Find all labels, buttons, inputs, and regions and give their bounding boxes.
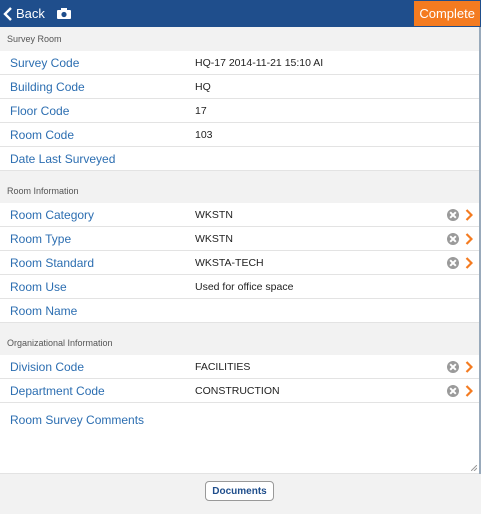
chevron-right-icon[interactable] <box>465 361 473 373</box>
chevron-right-icon[interactable] <box>465 209 473 221</box>
row-floor-code[interactable] <box>0 99 479 123</box>
row-room-type[interactable] <box>0 227 479 251</box>
survey-code-label: Survey Code <box>10 55 80 70</box>
room-type-label: Room Type <box>10 231 72 246</box>
row-building-code[interactable] <box>0 75 479 99</box>
room-survey-comments-label: Room Survey Comments <box>10 413 145 427</box>
documents-button[interactable]: Documents <box>205 481 273 501</box>
clear-icon[interactable] <box>447 385 459 397</box>
room-code-label: Room Code <box>10 127 75 142</box>
section-header-room-information: Room Information <box>0 171 479 203</box>
room-name-label: Room Name <box>10 303 78 318</box>
row-room-code[interactable] <box>0 123 479 147</box>
camera-icon[interactable] <box>57 8 71 19</box>
room-code-value: 103 <box>195 128 213 141</box>
chevron-left-icon <box>3 7 13 21</box>
survey-code-value: HQ-17 2014-11-21 15:10 AI <box>195 56 324 69</box>
division-code-label: Division Code <box>10 359 85 374</box>
room-standard-label: Room Standard <box>10 255 95 270</box>
room-category-value: WKSTN <box>195 208 233 221</box>
building-code-value: HQ <box>195 80 211 93</box>
chevron-right-icon[interactable] <box>465 385 473 397</box>
clear-icon[interactable] <box>447 257 459 269</box>
footer <box>0 479 479 514</box>
room-type-value: WKSTN <box>195 232 233 245</box>
row-department-code[interactable] <box>0 379 479 403</box>
row-room-category[interactable] <box>0 203 479 227</box>
room-survey-comments-field[interactable] <box>0 403 479 474</box>
complete-button[interactable]: Complete <box>414 1 480 26</box>
department-code-label: Department Code <box>10 383 105 398</box>
row-date-last-surveyed[interactable] <box>0 147 479 171</box>
clear-icon[interactable] <box>447 209 459 221</box>
room-category-label: Room Category <box>10 207 95 222</box>
row-division-code[interactable] <box>0 355 479 379</box>
building-code-label: Building Code <box>10 79 85 94</box>
chevron-right-icon[interactable] <box>465 233 473 245</box>
clear-icon[interactable] <box>447 361 459 373</box>
chevron-right-icon[interactable] <box>465 257 473 269</box>
resize-handle-icon[interactable] <box>471 465 477 471</box>
date-last-surveyed-label: Date Last Surveyed <box>10 151 116 166</box>
row-survey-code[interactable] <box>0 51 479 75</box>
back-button[interactable] <box>3 6 71 21</box>
room-use-value: Used for office space <box>195 280 294 293</box>
top-bar <box>0 0 481 27</box>
back-label: Back <box>16 6 45 21</box>
floor-code-value: 17 <box>195 104 207 117</box>
department-code-value: CONSTRUCTION <box>195 384 280 397</box>
division-code-value: FACILITIES <box>195 360 251 373</box>
clear-icon[interactable] <box>447 233 459 245</box>
row-room-name[interactable] <box>0 299 479 323</box>
room-standard-value: WKSTA-TECH <box>195 256 264 269</box>
floor-code-label: Floor Code <box>10 103 70 118</box>
row-room-standard[interactable] <box>0 251 479 275</box>
form-content <box>0 27 481 474</box>
row-room-use[interactable] <box>0 275 479 299</box>
section-header-organizational-information: Organizational Information <box>0 323 479 355</box>
room-use-label: Room Use <box>10 279 67 294</box>
section-header-survey-room: Survey Room <box>0 27 479 51</box>
